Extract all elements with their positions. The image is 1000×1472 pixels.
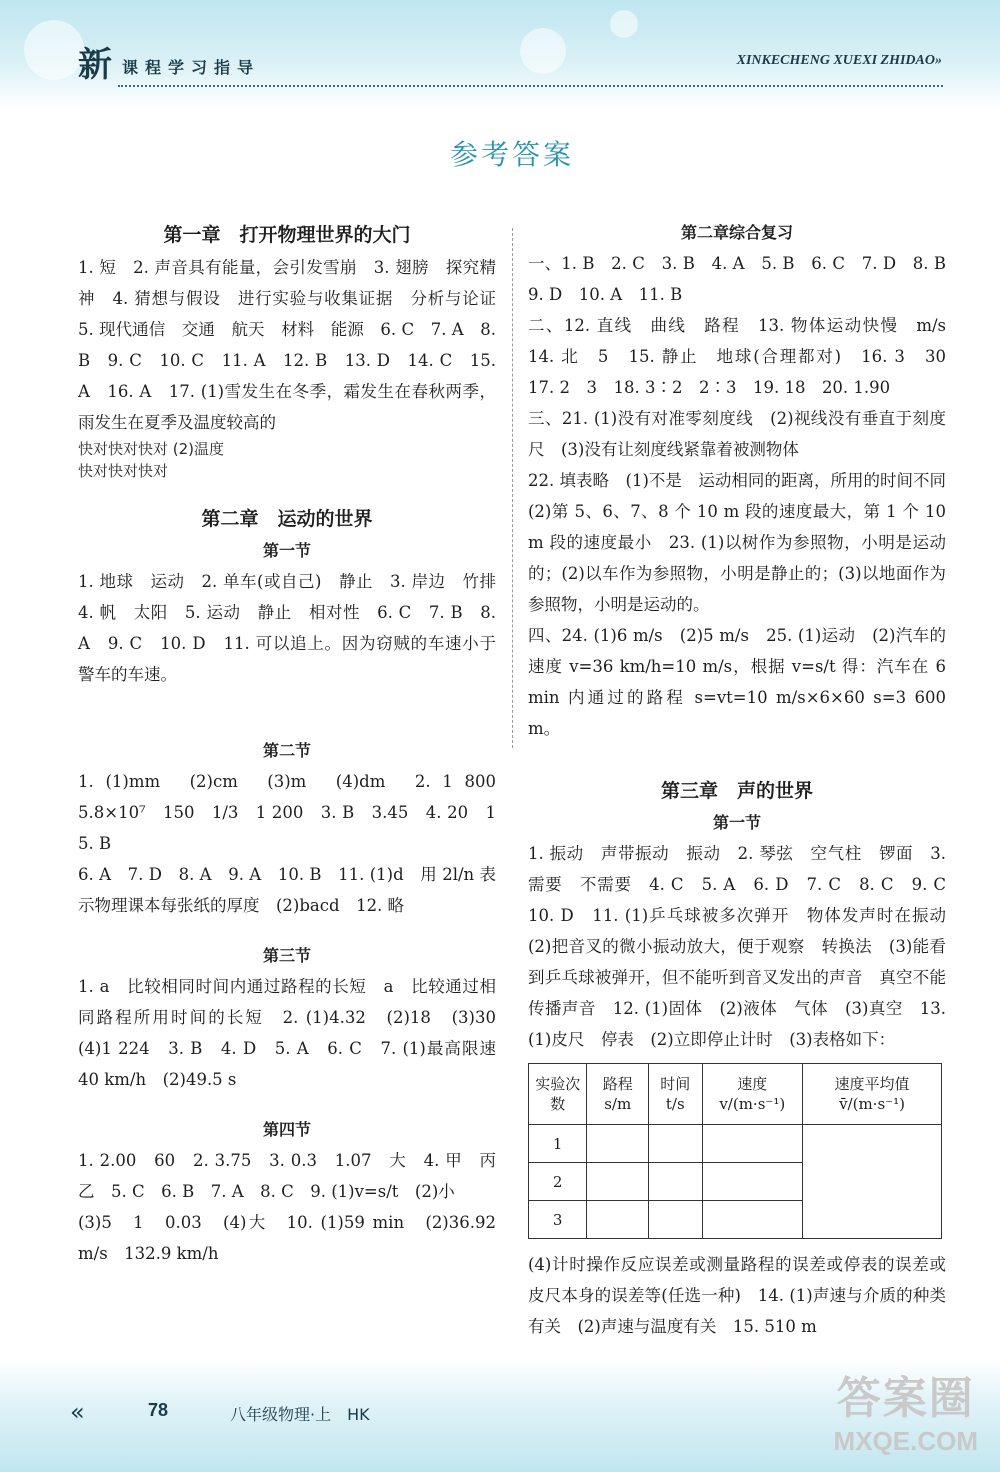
- header-divider: [118, 85, 943, 87]
- table-header: 路程 s/m: [587, 1064, 649, 1125]
- table-header: 速度 v/(m·s⁻¹): [702, 1064, 803, 1125]
- review-part3-q22-23: 22. 填表略 (1)不是 运动相同的距离，所用的时间不同 (2)第 5、6、7、8 个 10 m 段的速度最大，第 1 个 10 m 段的速度最小 23. (1)以树作为参照物，小明是运动的；(2)以车作为参照物，小明是静止的；(3)以地面作为参照物，小明是运动的。: [528, 471, 963, 614]
- chapter2-section2-answers: 6. A 7. D 8. A 9. A 10. B 11. (1)d 用 2l/n 表示物理课本每张纸的厚度 (2)bacd 12. 略: [78, 865, 496, 915]
- brand-big-char: 新: [78, 45, 112, 85]
- chapter3-section1-answers: 1. 振动 声带振动 振动 2. 琴弦 空气柱 锣面 3. 需要 不需要 4. C 5. A 6. D 7. C 8. C 9. C 10. D 11. (1)乒乓球被多次弹开 物体发声时在振动 (2)把音叉的微小振动放大，便于观察 转换法 (3)能看到乒乓球被弹开，但不能听到音叉发出的声音 真空不能传播声音 12. (1)固体 (2)液体 气体 (3)真空 13. (1)皮尺 停表 (2)立即停止计时 (3)表格如下：: [528, 844, 963, 1049]
- table-cell: [702, 1163, 803, 1201]
- table-cell: [587, 1163, 649, 1201]
- chapter2-section4-answers: 1. 2.00 60 2. 3.75 3. 0.3 1.07 大 4. 甲 丙 乙 5. C 6. B 7. A 8. C 9. (1)v=s/t (2)小: [78, 1151, 513, 1201]
- watermark-url: MXQE.COM: [833, 1426, 978, 1456]
- right-column: [528, 218, 963, 1342]
- review-part1: 一、1. B 2. C 3. B 4. A 5. B 6. C 7. D 8. B 9. D 10. A 11. B: [528, 254, 963, 304]
- chapter2-section4-answers: (3)5 1 0.03 (4)大 10. (1)59 min (2)36.92 m/s 132.9 km/h: [78, 1213, 496, 1263]
- chapter3-section1-title: 第一节: [712, 813, 761, 832]
- table-header: 速度平均值 v̄/(m·s⁻¹): [803, 1064, 942, 1125]
- chapter2-review-title: 第二章综合复习: [680, 223, 793, 242]
- chapter1-title: 第一章 打开物理世界的大门: [163, 224, 411, 246]
- table-row-index: 2: [529, 1163, 587, 1201]
- review-part2: 二、12. 直线 曲线 路程 13. 物体运动快慢 m/s 14. 北 5 15. 静止 地球(合理都对) 16. 3 30 17. 2 3 18. 3∶2 2∶3 19. 18 20. 1.90: [528, 316, 963, 397]
- left-column: [78, 218, 513, 1269]
- back-arrow-icon: «: [70, 1398, 85, 1426]
- bubble-decoration: [610, 10, 638, 38]
- watermark-logo: 答案圈: [836, 1373, 975, 1424]
- table-cell-average: [803, 1125, 942, 1239]
- table-row-index: 3: [529, 1201, 587, 1239]
- handwritten-note: 快对快对快对: [78, 462, 169, 480]
- book-label: 八年级物理·上 HK: [230, 1405, 370, 1424]
- chapter2-title: 第二章 运动的世界: [201, 508, 373, 530]
- bubble-decoration: [520, 28, 566, 74]
- table-cell: [649, 1125, 702, 1163]
- answer-table: [528, 1063, 942, 1239]
- bubble-decoration: [24, 20, 84, 80]
- table-cell: [702, 1125, 803, 1163]
- table-cell: [649, 1163, 702, 1201]
- page-number: 78: [148, 1400, 169, 1420]
- chapter2-section4-title: 第四节: [262, 1120, 311, 1139]
- table-cell: [587, 1125, 649, 1163]
- chapter2-section3-answers: 1. a 比较相同时间内通过路程的长短 a 比较通过相同路程所用时间的长短 2. (1)4.32 (2)18 (3)30 (4)1 224 3. B 4. D 5. A 6. C 7. (1)最高限速 40 km/h (2)49.5 s: [78, 977, 513, 1089]
- table-cell: [702, 1201, 803, 1239]
- chapter2-section1-title: 第一节: [262, 541, 311, 560]
- handwritten-note: 快对快对快对 (2)温度: [78, 440, 225, 458]
- chapter3-section1-answers-cont: (4)计时操作反应误差或测量路程的误差或停表的误差或皮尺本身的误差等(任选一种) 14. (1)声速与介质的种类有关 (2)声速与温度有关 15. 510 m: [528, 1255, 946, 1336]
- brand-title: 课程学习指导: [122, 58, 261, 77]
- page-title: 参考答案: [449, 138, 574, 171]
- review-part3: 三、21. (1)没有对准零刻度线 (2)视线没有垂直于刻度尺 (3)没有让刻度线紧靠着被测物体: [528, 409, 946, 459]
- brand-pinyin: XINKECHENG XUEXI ZHIDAO»: [736, 53, 942, 68]
- chapter2-section2-title: 第二节: [262, 741, 311, 760]
- chapter2-section3-title: 第三节: [262, 946, 311, 965]
- watermark: [834, 1372, 978, 1456]
- table-cell: [649, 1201, 702, 1239]
- chapter2-section2-answers: 1. (1)mm (2)cm (3)m (4)dm 2. 1 800 5.8×10⁷ 150 1/3 1 200 3. B 3.45 4. 20 1 5. B: [78, 772, 513, 853]
- table-header: 时间 t/s: [649, 1064, 702, 1125]
- table-row-index: 1: [529, 1125, 587, 1163]
- chapter3-title: 第三章 声的世界: [660, 780, 813, 802]
- table-cell: [587, 1201, 649, 1239]
- chapter2-section1-answers: 1. 地球 运动 2. 单车(或自己) 静止 3. 岸边 竹排 4. 帆 太阳 5. 运动 静止 相对性 6. C 7. B 8. A 9. C 10. D 11. 可以追上。因为窃贼的车速小于警车的车速。: [78, 572, 513, 684]
- review-part4: 四、24. (1)6 m/s (2)5 m/s 25. (1)运动 (2)汽车的速度 v=36 km/h=10 m/s，根据 v=s/t 得：汽车在 6 min 内通过的路程 s=vt=10 m/s×6×60 s=3 600 m。: [528, 626, 946, 738]
- brand-logo: [78, 45, 261, 85]
- table-header: 实验次数: [529, 1064, 587, 1125]
- chapter1-answers: 1. 短 2. 声音具有能量，会引发雪崩 3. 翅膀 探究精神 4. 猜想与假设 进行实验与收集证据 分析与论证 5. 现代通信 交通 航天 材料 能源 6. C 7. A 8. B 9. C 10. C 11. A 12. B 13. D 14. C 15. A 16. A 17. (1)雪发生在冬季，霜发生在春秋两季，雨发生在夏季及温度较高的: [78, 258, 513, 432]
